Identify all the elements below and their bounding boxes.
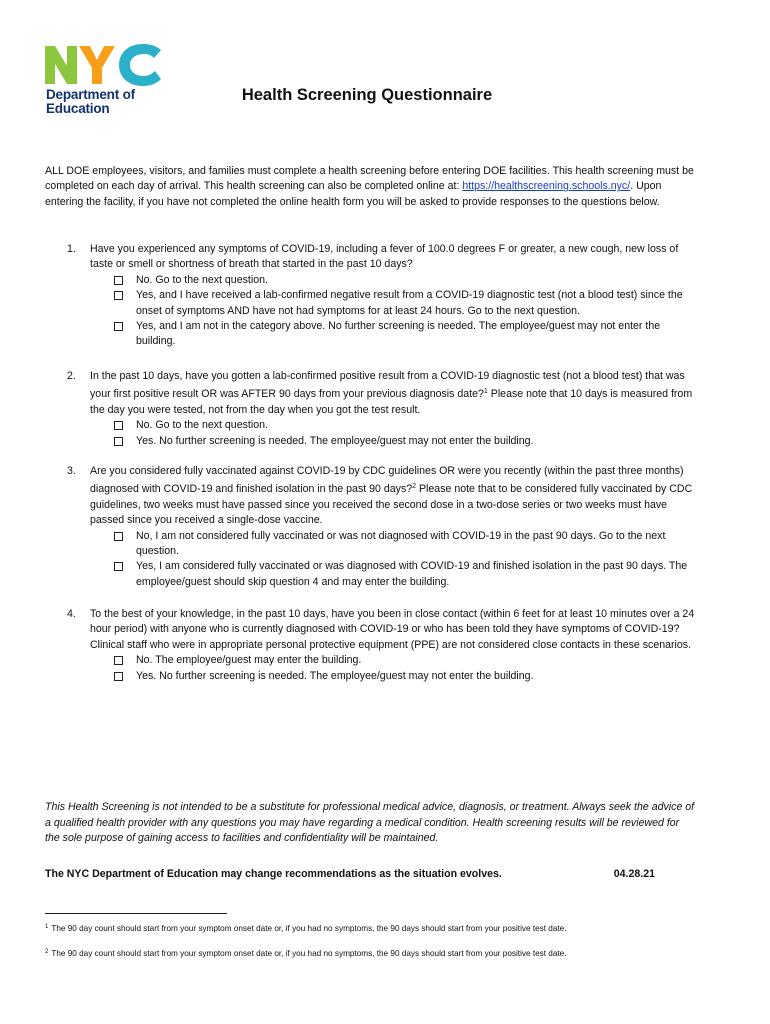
footnote-1 (45, 922, 567, 934)
footnote-ref: 1 (483, 388, 488, 396)
footnote-mark: 2 (45, 949, 49, 955)
nyc-doe-logo (45, 42, 165, 122)
footnote-text: The 90 day count should start from your symptom onset date or, if you had no symptoms, the 90 days should start from your positive test date. (51, 949, 567, 958)
question-text-a: In the past 10 days, have you gotten a lab-confirmed positive result from a COVID-19 diagnostic test (not a blood test) that was your first positive result OR was AFTER 90 days from your previous diagnosis date? (90, 370, 685, 401)
checkbox-icon[interactable] (114, 437, 123, 446)
checkbox-icon[interactable] (114, 656, 123, 665)
question-text-b: Please note that 10 days is measured from the day you were tested, not from the day when you got the test result. (90, 388, 693, 416)
logo-line-2: Education (46, 101, 110, 116)
option-item[interactable] (136, 273, 695, 288)
healthscreening-link[interactable]: https://healthscreening.schools.nyc/ (462, 180, 631, 193)
intro-text-2: . Upon entering the facility, if you have not completed the online health form you will be asked to provide responses to the questions below. (45, 180, 662, 208)
option-item[interactable] (136, 529, 695, 560)
question-text-b: Please note that to be considered fully vaccinated by CDC guidelines, two weeks must have passed since you received the second dose in a two-dose series or two weeks must have passed since you received a single-dose vaccine. (90, 483, 693, 527)
question-number: 2. (67, 370, 76, 382)
question-text-a: Are you considered fully vaccinated against COVID-19 by CDC guidelines OR were you recently (within the past three months) diagnosed with COVID-19 and finished isolation in the past 90 days? (90, 465, 684, 496)
checkbox-icon[interactable] (114, 672, 123, 681)
option-item[interactable] (136, 559, 695, 590)
checkbox-icon[interactable] (114, 322, 123, 331)
changes-notice (45, 868, 655, 880)
question-2 (45, 369, 695, 449)
question-text (90, 369, 695, 418)
option-item[interactable] (136, 434, 695, 449)
question-text (90, 464, 695, 529)
changes-notice-text: The NYC Department of Education may change recommendations as the situation evolves. (45, 868, 502, 880)
question-number: 4. (67, 608, 76, 620)
footnote-ref: 2 (412, 483, 417, 491)
checkbox-icon[interactable] (114, 562, 123, 571)
logo-line-1: Department of (46, 87, 135, 102)
option-label: Yes. No further screening is needed. The employee/guest may not enter the building. (136, 434, 534, 447)
footnote-text: The 90 day count should start from your symptom onset date or, if you had no symptoms, the 90 days should start from your positive test date. (51, 924, 567, 933)
page-title (0, 86, 770, 105)
option-item[interactable] (136, 418, 695, 433)
checkbox-icon[interactable] (114, 421, 123, 430)
option-label: Yes, and I am not in the category above. No further screening is needed. The employee/guest may not enter the building. (136, 320, 661, 348)
page-title-text: Health Screening Questionnaire (241, 86, 493, 104)
checkbox-icon[interactable] (114, 532, 123, 541)
option-label: No, I am not considered fully vaccinated or was not diagnosed with COVID-19 in the past 90 days. Go to the next question. (136, 529, 666, 558)
footnote-mark: 1 (45, 924, 49, 930)
option-item[interactable] (136, 288, 695, 319)
checkbox-icon[interactable] (114, 276, 123, 285)
option-item[interactable] (136, 319, 695, 350)
option-item[interactable] (136, 653, 695, 668)
option-label: No. The employee/guest may enter the building. (136, 654, 362, 667)
option-label: Yes. No further screening is needed. The employee/guest may not enter the building. (136, 669, 534, 682)
question-4 (45, 607, 695, 684)
footnote-divider (45, 913, 227, 914)
option-label: No. Go to the next question. (136, 273, 268, 286)
footnote-2 (45, 947, 567, 959)
option-label: Yes, and I have received a lab-confirmed negative result from a COVID-19 diagnostic test (not a blood test) since the onset of symptoms AND have not had symptoms for at least 24 hours. Go to the next question. (136, 289, 683, 317)
revision-date: 04.28.21 (613, 868, 655, 880)
question-3 (45, 464, 695, 590)
option-label: Yes, I am considered fully vaccinated or was diagnosed with COVID-19 and finished isolation in the past 90 days. The employee/guest should skip question 4 and may enter the building. (136, 560, 688, 588)
question-text: Have you experienced any symptoms of COVID-19, including a fever of 100.0 degrees F or greater, a new cough, new loss of taste or smell or shortness of breath that started in the past 10 days? (90, 243, 679, 271)
disclaimer: This Health Screening is not intended to be a substitute for professional medical advice, diagnosis, or treatment. Always seek the advice of a qualified health provider with any questions you may have regarding a medical condition. Health screening results will be reviewed for the sole purpose of gaining access to facilities and confidentiality will be maintained. (45, 801, 695, 845)
intro-text-1: ALL DOE employees, visitors, and families must complete a health screening before entering DOE facilities. This health screening must be completed on each day of arrival. This health screening can also be completed online at: (45, 165, 694, 193)
nyc-wordmark-logo (45, 42, 165, 86)
intro-paragraph (45, 164, 695, 210)
checkbox-icon[interactable] (114, 291, 123, 300)
question-number: 3. (67, 465, 76, 477)
option-label: No. Go to the next question. (136, 419, 268, 432)
option-item[interactable] (136, 669, 695, 684)
question-text: To the best of your knowledge, in the past 10 days, have you been in close contact (within 6 feet for at least 10 minutes over a 24 hour period) with anyone who is currently diagnosed with COVID-19 or who has been told they have symptoms of COVID-19? Clinical staff who were in appropriate personal protective equipment (PPE) are not considered close contacts in these scenarios. (90, 608, 695, 651)
question-number: 1. (67, 243, 76, 255)
question-1 (45, 242, 695, 350)
